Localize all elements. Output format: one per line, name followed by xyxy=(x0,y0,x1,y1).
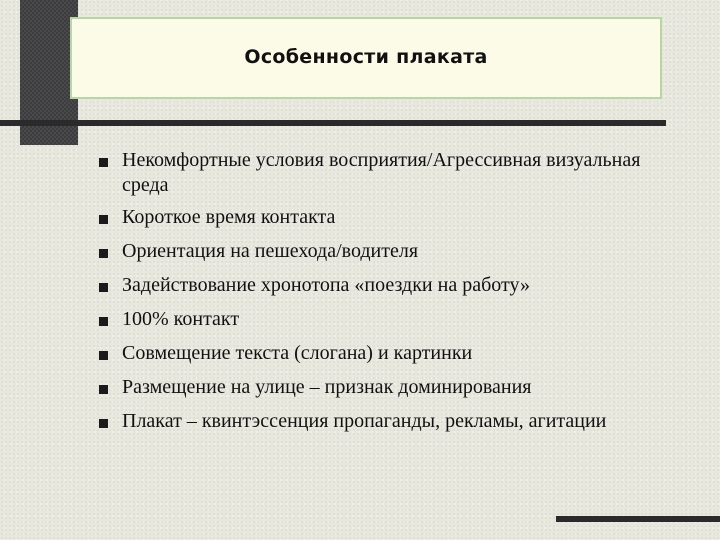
square-bullet-icon xyxy=(99,215,108,224)
square-bullet-icon xyxy=(99,385,108,394)
bullet-text: Размещение на улице – признак доминирования xyxy=(122,376,532,398)
list-item xyxy=(96,341,676,366)
list-item xyxy=(96,375,676,400)
title-box xyxy=(70,17,662,99)
bullet-text: Короткое время контакта xyxy=(122,206,336,228)
square-bullet-icon xyxy=(99,419,108,428)
square-bullet-icon xyxy=(99,351,108,360)
square-bullet-icon xyxy=(99,283,108,292)
bullet-text: 100% контакт xyxy=(122,308,240,330)
list-item xyxy=(96,148,676,198)
bullet-text: Совмещение текста (слогана) и картинки xyxy=(122,342,473,364)
list-item xyxy=(96,205,676,230)
bottom-divider-rule xyxy=(556,516,720,522)
bullet-text: Ориентация на пешехода/водителя xyxy=(122,240,419,262)
bullet-text: Плакат – квинтэссенция пропаганды, рекламы, агитации xyxy=(122,410,607,432)
top-divider-rule xyxy=(0,120,666,126)
bullet-text: Задействование хронотопа «поездки на работу» xyxy=(122,274,530,296)
list-item xyxy=(96,239,676,264)
list-item xyxy=(96,273,676,298)
square-bullet-icon xyxy=(99,317,108,326)
slide-title: Особенности плаката xyxy=(244,46,488,68)
bullet-text: Некомфортные условия восприятия/Агрессивная визуальная среда xyxy=(122,149,641,196)
bullet-list xyxy=(96,148,676,441)
square-bullet-icon xyxy=(99,249,108,258)
list-item xyxy=(96,409,676,434)
list-item xyxy=(96,307,676,332)
square-bullet-icon xyxy=(99,158,108,167)
